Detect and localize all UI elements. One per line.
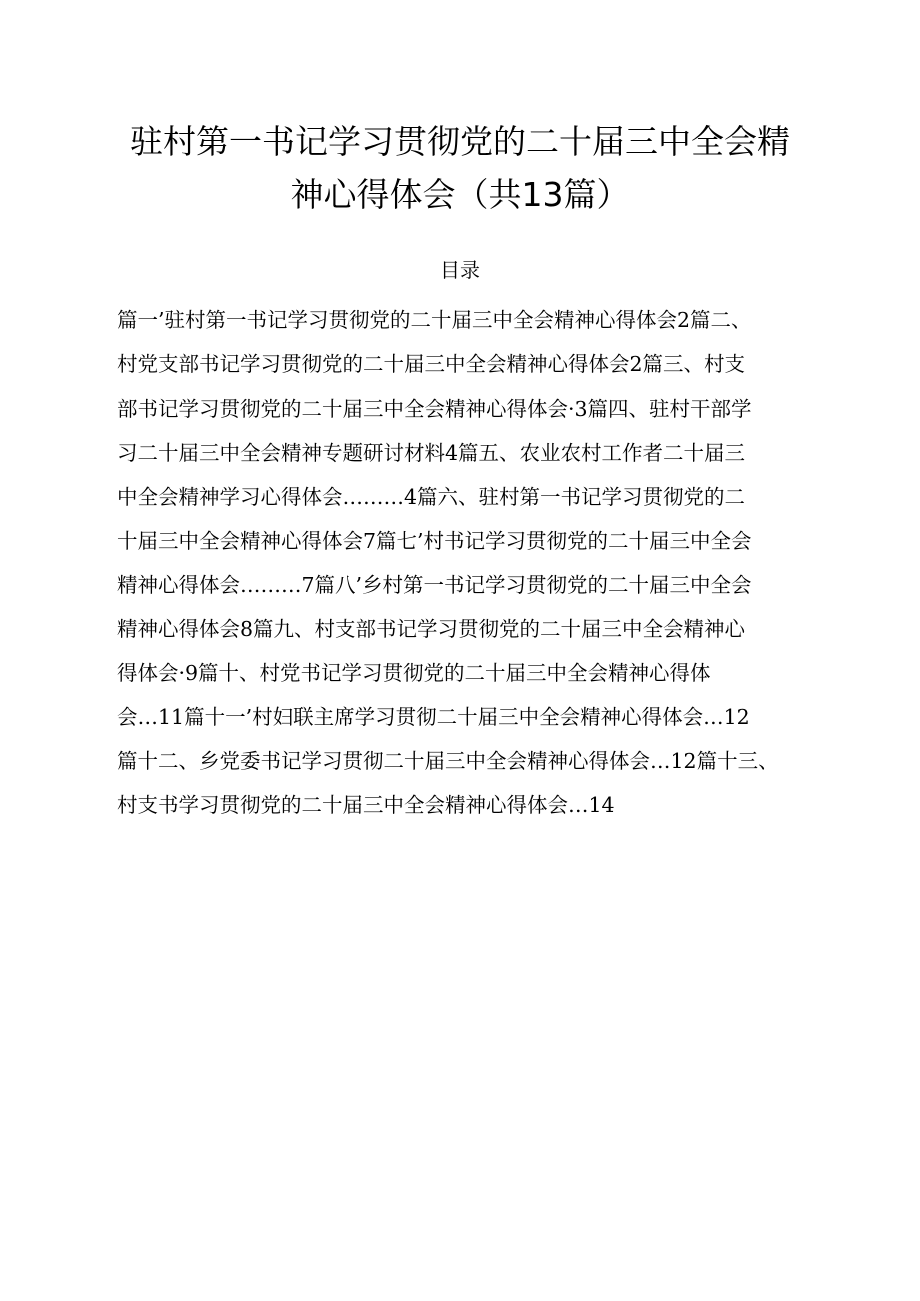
toc-line: 篇十二、乡党委书记学习贯彻二十届三中全会精神心得体会…12篇十三、 (117, 749, 779, 773)
toc-heading: 目录 (440, 258, 480, 282)
toc-line: 精神心得体会8篇九、村支部书记学习贯彻党的二十届三中全会精神心 (117, 617, 746, 641)
toc-line: 篇一’驻村第一书记学习贯彻党的二十届三中全会精神心得体会2篇二、 (117, 308, 752, 332)
toc-line: 精神心得体会………7篇八’乡村第一书记学习贯彻党的二十届三中全会 (117, 573, 752, 597)
toc-line: 村支书学习贯彻党的二十届三中全会精神心得体会…14 (117, 793, 615, 817)
toc-line: 习二十届三中全会精神专题研讨材料4篇五、农业农村工作者二十届三 (117, 441, 746, 465)
toc-line: 得体会·9篇十、村党书记学习贯彻党的二十届三中全会精神心得体 (117, 661, 711, 685)
document-title-line-2: 神心得体会（共13篇） (290, 175, 630, 214)
document-title-line-1: 驻村第一书记学习贯彻党的二十届三中全会精 (130, 122, 790, 161)
toc-line: 会…11篇十一’村妇联主席学习贯彻二十届三中全会精神心得体会…12 (117, 705, 750, 729)
toc-line: 部书记学习贯彻党的二十届三中全会精神心得体会·3篇四、驻村干部学 (117, 397, 752, 421)
toc-line: 村党支部书记学习贯彻党的二十届三中全会精神心得体会2篇三、村支 (117, 352, 746, 376)
toc-line: 中全会精神学习心得体会………4篇六、驻村第一书记学习贯彻党的二 (117, 485, 746, 509)
toc-line: 十届三中全会精神心得体会7篇七’村书记学习贯彻党的二十届三中全会 (117, 529, 752, 553)
